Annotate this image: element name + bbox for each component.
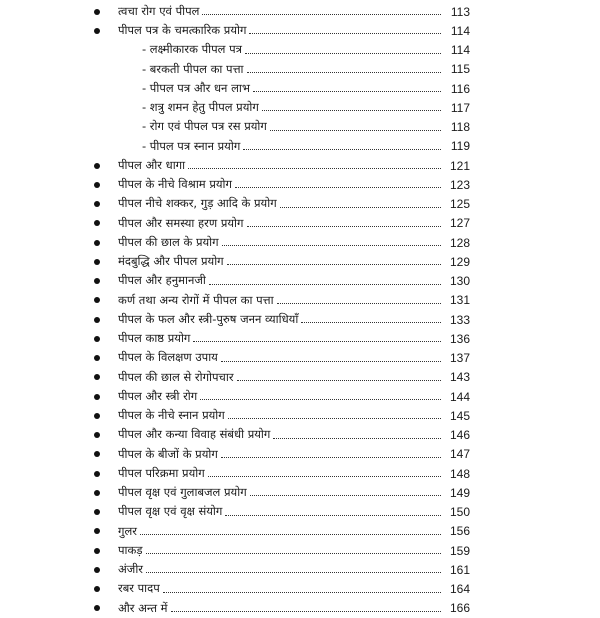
dot-leader bbox=[243, 149, 441, 150]
dot-leader bbox=[270, 130, 441, 131]
toc-entry-title: पीपल के नीचे विश्राम प्रयोग bbox=[118, 177, 232, 192]
dot-leader bbox=[209, 284, 441, 285]
toc-entry bbox=[118, 483, 470, 502]
toc-entry bbox=[118, 195, 470, 214]
bullet-icon bbox=[94, 471, 100, 477]
toc-entry bbox=[118, 426, 470, 445]
dot-leader bbox=[245, 53, 441, 54]
dot-leader bbox=[188, 168, 441, 169]
toc-entry bbox=[118, 214, 470, 233]
toc-entry-title: पीपल और हनुमानजी bbox=[118, 273, 206, 288]
bullet-icon bbox=[94, 336, 100, 342]
bullet-icon bbox=[94, 567, 100, 573]
dot-leader bbox=[222, 245, 441, 246]
toc-entry-title: पीपल की छाल से रोगोपचार bbox=[118, 369, 234, 384]
toc-entry bbox=[118, 118, 470, 137]
toc-entry-page-number: 146 bbox=[449, 428, 470, 443]
toc-entry-title: मंदबुद्धि और पीपल प्रयोग bbox=[118, 254, 224, 269]
toc-entry-title: पीपल के बीजों के प्रयोग bbox=[118, 446, 218, 461]
toc-entry bbox=[118, 560, 470, 579]
toc-entry-title: रबर पादप bbox=[118, 581, 160, 596]
toc-entry bbox=[118, 175, 470, 194]
toc-entry-title: - पीपल पत्र और धन लाभ bbox=[142, 80, 250, 95]
toc-entry-title: - रोग एवं पीपल पत्र रस प्रयोग bbox=[142, 119, 267, 134]
toc-entry-page-number: 128 bbox=[449, 235, 470, 250]
toc-entry bbox=[118, 310, 470, 329]
toc-entry-page-number: 137 bbox=[449, 351, 470, 366]
toc-entry-title: त्वचा रोग एवं पीपल bbox=[118, 3, 200, 18]
toc-entry-page-number: 113 bbox=[450, 4, 470, 19]
toc-entry bbox=[118, 329, 470, 348]
toc-entry-page-number: 164 bbox=[449, 582, 470, 597]
dot-leader bbox=[273, 438, 441, 439]
toc-entry-page-number: 118 bbox=[450, 120, 470, 135]
dot-leader bbox=[277, 303, 441, 304]
toc-entry-page-number: 125 bbox=[449, 197, 470, 212]
bullet-icon bbox=[94, 509, 100, 515]
toc-entry bbox=[118, 503, 470, 522]
toc-entry-title: पीपल और धागा bbox=[118, 157, 186, 172]
toc-entry bbox=[118, 41, 470, 60]
bullet-icon bbox=[94, 182, 100, 188]
bullet-icon bbox=[94, 163, 100, 169]
dot-leader bbox=[253, 91, 441, 92]
dot-leader bbox=[140, 534, 441, 535]
bullet-icon bbox=[94, 605, 100, 611]
toc-entry-page-number: 116 bbox=[450, 81, 470, 96]
toc-entry bbox=[118, 137, 470, 156]
bullet-icon bbox=[94, 28, 100, 34]
dot-leader bbox=[247, 72, 441, 73]
dot-leader bbox=[228, 418, 441, 419]
dot-leader bbox=[202, 14, 441, 15]
toc-entry-title: पीपल के विलक्षण उपाय bbox=[118, 350, 218, 365]
bullet-icon bbox=[94, 259, 100, 265]
toc-entry bbox=[118, 291, 470, 310]
toc-entry bbox=[118, 349, 470, 368]
toc-entry-page-number: 123 bbox=[449, 177, 470, 192]
toc-entry-title: पाकड़ bbox=[118, 542, 143, 557]
dot-leader bbox=[200, 399, 441, 400]
bullet-icon bbox=[94, 297, 100, 303]
dot-leader bbox=[250, 495, 441, 496]
bullet-icon bbox=[94, 9, 100, 15]
bullet-icon bbox=[94, 374, 100, 380]
toc-entry-title: पीपल नीचे शक्कर, गुड़ आदि के प्रयोग bbox=[118, 196, 277, 211]
toc-entry bbox=[118, 541, 470, 560]
toc-entry-title: और अन्त में bbox=[118, 600, 168, 615]
dot-leader bbox=[227, 264, 441, 265]
dot-leader bbox=[247, 226, 442, 227]
toc-entry-page-number: 114 bbox=[450, 43, 470, 58]
toc-entry-title: पीपल काष्ठ प्रयोग bbox=[118, 331, 191, 346]
toc-entry bbox=[118, 156, 470, 175]
toc-entry-title: - लक्ष्मीकारक पीपल पत्र bbox=[142, 42, 242, 57]
dot-leader bbox=[146, 572, 441, 573]
bullet-icon bbox=[94, 490, 100, 496]
toc-entry-page-number: 156 bbox=[449, 524, 470, 539]
bullet-icon bbox=[94, 528, 100, 534]
toc-entry bbox=[118, 2, 470, 21]
toc-entry-title: पीपल और समस्या हरण प्रयोग bbox=[118, 215, 244, 230]
toc-entry-title: पीपल के फल और स्त्री-पुरुष जनन व्याधियाँ bbox=[118, 311, 299, 326]
toc-entry bbox=[118, 233, 470, 252]
toc-entry-title: - पीपल पत्र स्नान प्रयोग bbox=[142, 138, 241, 153]
toc-entry-page-number: 136 bbox=[449, 331, 470, 346]
table-of-contents bbox=[118, 2, 470, 618]
toc-entry bbox=[118, 79, 470, 98]
toc-entry bbox=[118, 599, 470, 618]
toc-entry bbox=[118, 464, 470, 483]
dot-leader bbox=[146, 553, 442, 554]
toc-entry bbox=[118, 387, 470, 406]
toc-entry-title: पीपल वृक्ष एवं गुलाबजल प्रयोग bbox=[118, 485, 247, 500]
toc-entry-page-number: 114 bbox=[450, 23, 470, 38]
toc-entry bbox=[118, 406, 470, 425]
toc-entry-title: पीपल और कन्या विवाह संबंधी प्रयोग bbox=[118, 427, 271, 442]
toc-entry-page-number: 147 bbox=[449, 447, 470, 462]
toc-entry-page-number: 150 bbox=[449, 505, 470, 520]
bullet-icon bbox=[94, 586, 100, 592]
toc-entry bbox=[118, 445, 470, 464]
dot-leader bbox=[280, 207, 441, 208]
dot-leader bbox=[163, 592, 441, 593]
bullet-icon bbox=[94, 413, 100, 419]
toc-entry-page-number: 149 bbox=[449, 485, 470, 500]
toc-entry bbox=[118, 98, 470, 117]
toc-entry-title: पीपल की छाल के प्रयोग bbox=[118, 234, 219, 249]
bullet-icon bbox=[94, 220, 100, 226]
toc-entry-page-number: 159 bbox=[449, 543, 470, 558]
toc-entry bbox=[118, 60, 470, 79]
toc-entry bbox=[118, 21, 470, 40]
dot-leader bbox=[249, 33, 441, 34]
toc-entry-page-number: 143 bbox=[449, 370, 470, 385]
dot-leader bbox=[235, 187, 441, 188]
dot-leader bbox=[221, 457, 441, 458]
toc-entry-page-number: 145 bbox=[449, 408, 470, 423]
bullet-icon bbox=[94, 278, 100, 284]
toc-entry-page-number: 144 bbox=[449, 389, 470, 404]
toc-entry-title: - बरकती पीपल का पत्ता bbox=[142, 61, 244, 76]
toc-entry-title: - शत्रु शमन हेतु पीपल प्रयोग bbox=[142, 100, 259, 115]
dot-leader bbox=[193, 341, 441, 342]
toc-entry bbox=[118, 368, 470, 387]
dot-leader bbox=[237, 380, 441, 381]
toc-entry-title: गुलर bbox=[118, 523, 137, 538]
toc-entry-title: पीपल और स्त्री रोग bbox=[118, 388, 198, 403]
bullet-icon bbox=[94, 317, 100, 323]
bullet-icon bbox=[94, 548, 100, 554]
toc-entry-page-number: 119 bbox=[450, 139, 470, 154]
toc-entry-page-number: 130 bbox=[449, 274, 470, 289]
toc-entry-page-number: 166 bbox=[449, 601, 470, 616]
dot-leader bbox=[301, 322, 441, 323]
bullet-icon bbox=[94, 355, 100, 361]
bullet-icon bbox=[94, 201, 100, 207]
toc-entry-page-number: 133 bbox=[449, 312, 470, 327]
dot-leader bbox=[171, 611, 441, 612]
toc-entry-page-number: 129 bbox=[449, 254, 470, 269]
toc-entry bbox=[118, 252, 470, 271]
toc-entry-page-number: 117 bbox=[450, 100, 470, 115]
bullet-icon bbox=[94, 394, 100, 400]
toc-entry-page-number: 131 bbox=[449, 293, 470, 308]
toc-entry-page-number: 127 bbox=[449, 216, 470, 231]
toc-entry-title: पीपल वृक्ष एवं वृक्ष संयोग bbox=[118, 504, 223, 519]
toc-entry-title: अंजीर bbox=[118, 562, 144, 577]
toc-entry-page-number: 121 bbox=[449, 158, 470, 173]
toc-entry-title: पीपल के नीचे स्नान प्रयोग bbox=[118, 408, 225, 423]
toc-entry-title: पीपल परिक्रमा प्रयोग bbox=[118, 465, 205, 480]
dot-leader bbox=[225, 515, 441, 516]
toc-entry-page-number: 148 bbox=[449, 466, 470, 481]
toc-entry-page-number: 161 bbox=[449, 562, 470, 577]
toc-entry bbox=[118, 522, 470, 541]
dot-leader bbox=[262, 110, 441, 111]
toc-entry bbox=[118, 272, 470, 291]
dot-leader bbox=[221, 361, 441, 362]
toc-entry-title: कर्ण तथा अन्य रोगों में पीपल का पत्ता bbox=[118, 292, 274, 307]
bullet-icon bbox=[94, 240, 100, 246]
toc-entry bbox=[118, 580, 470, 599]
toc-entry-title: पीपल पत्र के चमत्कारिक प्रयोग bbox=[118, 23, 247, 38]
bullet-icon bbox=[94, 451, 100, 457]
bullet-icon bbox=[94, 432, 100, 438]
dot-leader bbox=[208, 476, 441, 477]
toc-entry-page-number: 115 bbox=[450, 62, 470, 77]
